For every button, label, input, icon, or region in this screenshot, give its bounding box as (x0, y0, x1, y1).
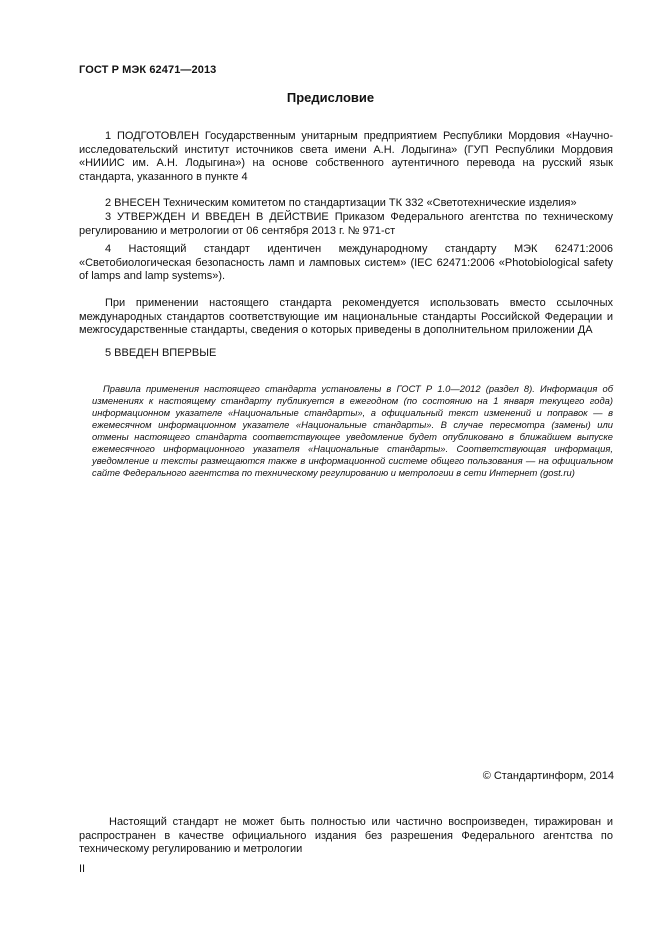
paragraph-prepared-by: 1 ПОДГОТОВЛЕН Государственным унитарным предприятием Республики Мордовия «Научно-исследовательский институт источников света имени А.Н. Лодыгина» (ГУП Республики Мордовия «НИИИС им. А.Н. Лодыгина») на основе собственного аутентичного перевода на русский язык стандарта, указанного в пункте 4 (79, 130, 613, 183)
document-code: ГОСТ Р МЭК 62471—2013 (79, 64, 217, 76)
paragraph-introduced-by: 2 ВНЕСЕН Техническим комитетом по стандартизации ТК 332 «Светотехнические изделия» (105, 197, 577, 209)
paragraph-introduced-first: 5 ВВЕДЕН ВПЕРВЫЕ (105, 347, 217, 359)
page-title: Предисловие (286, 90, 375, 105)
paragraph-application-note: При применении настоящего стандарта рекомендуется использовать вместо ссылочных международных стандартов соответствующие им национальные стандарты Российской Федерации и межгосударственные стандарты, сведения о которых приведены в дополнительном приложении ДА (79, 297, 613, 336)
rules-notice: Правила применения настоящего стандарта установлены в ГОСТ Р 1.0—2012 (раздел 8). Информация об изменениях к настоящему стандарту публикуется в ежегодном (по состоянию на 1 января текущего года) информационном указателе «Национальные стандарты», а официальный текст изменений и поправок — в ежемесячном информационном указателе «Национальные стандарты». В случае пересмотра (замены) или отмены настоящего стандарта соответствующее уведомление будет опубликовано в ближайшем выпуске ежемесячного информационного указателя «Национальные стандарты». Соответствующая информация, уведомление и тексты размещаются также в информационной системе общего пользования — на официальном сайте Федерального агентства по техническому регулированию и метрологии в сети Интернет (gost.ru) (92, 383, 613, 478)
copyright: © Стандартинформ, 2014 (482, 770, 614, 782)
paragraph-approved: 3 УТВЕРЖДЕН И ВВЕДЕН В ДЕЙСТВИЕ Приказом Федерального агентства по техническому регулированию и метрологии от 06 сентября 2013 г. № 971-ст (79, 211, 613, 237)
paragraph-identical-standard: 4 Настоящий стандарт идентичен международному стандарту МЭК 62471:2006 «Светобиологическая безопасность ламп и ламповых систем» (IEC 62471:2006 «Photobiological safety of lamps and lamp systems»). (79, 243, 613, 282)
reproduction-notice: Настоящий стандарт не может быть полностью или частично воспроизведен, тиражирован и распространен в качестве официального издания без разрешения Федерального агентства по техническому регулированию и метрологии (79, 816, 613, 855)
page-number: II (79, 863, 86, 875)
